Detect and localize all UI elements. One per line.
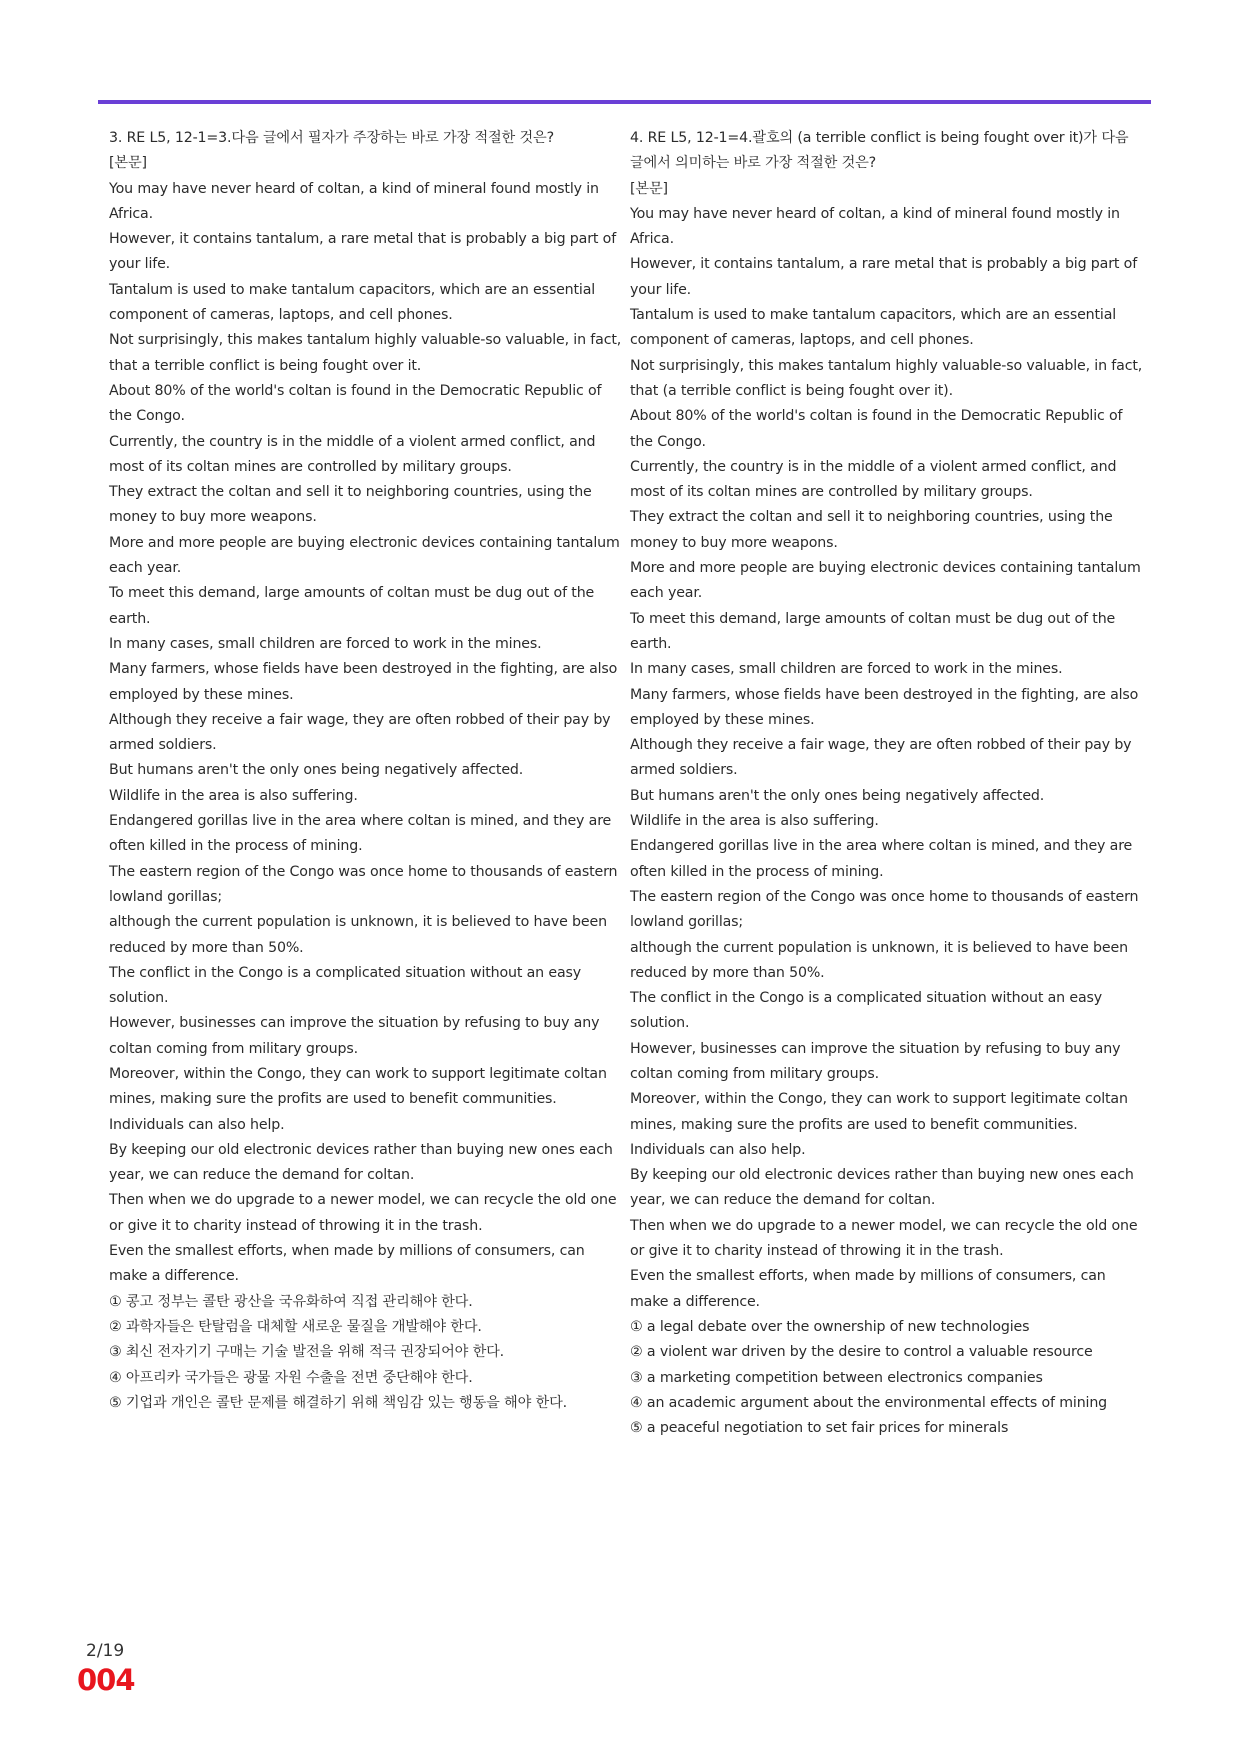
passage-sentence: However, it contains tantalum, a rare metal that is probably a big part of your life. — [109, 231, 617, 273]
passage-sentence: although the current population is unknown, it is believed to have been reduced by more than 50%. — [630, 939, 1128, 981]
answer-choice: ④ an academic argument about the environmental effects of mining — [630, 1394, 1108, 1411]
passage-sentence: Although they receive a fair wage, they are often robbed of their pay by armed soldiers. — [630, 737, 1132, 779]
passage-sentence: Then when we do upgrade to a newer model, we can recycle the old one or give it to charity instead of throwing it in the trash. — [630, 1217, 1138, 1260]
passage-sentence: Moreover, within the Congo, they can work to support legitimate coltan mines, making sure the profits are used to benefit communities. — [109, 1065, 607, 1108]
passage-sentence: Moreover, within the Congo, they can work to support legitimate coltan mines, making sure the profits are used to benefit communities. — [630, 1091, 1128, 1133]
top-rule — [98, 100, 1151, 104]
passage-sentence: They extract the coltan and sell it to neighboring countries, using the money to buy more weapons. — [109, 484, 592, 526]
passage-sentence: Currently, the country is in the middle of a violent armed conflict, and most of its coltan mines are controlled by military groups. — [630, 458, 1117, 501]
passage-sentence: However, businesses can improve the situation by refusing to buy any coltan coming from military groups. — [630, 1040, 1121, 1082]
question-4 — [630, 126, 1143, 1441]
passage-sentence: Endangered gorillas live in the area where coltan is mined, and they are often killed in the process of mining. — [109, 813, 612, 855]
page-code: 004 — [77, 1663, 135, 1697]
question-3-choices — [109, 1290, 622, 1416]
answer-choice: ① a legal debate over the ownership of new technologies — [630, 1318, 1030, 1335]
passage-sentence: Not surprisingly, this makes tantalum highly valuable-so valuable, in fact, that a terrible conflict is being fought over it. — [109, 332, 622, 374]
passage-sentence: Individuals can also help. — [630, 1141, 806, 1158]
passage-sentence: To meet this demand, large amounts of coltan must be dug out of the earth. — [109, 585, 595, 627]
question-3-passage — [109, 177, 622, 1290]
answer-choice: ② 과학자들은 탄탈럼을 대체할 새로운 물질을 개발해야 한다. — [109, 1318, 482, 1335]
passage-sentence: Then when we do upgrade to a newer model, we can recycle the old one or give it to charity instead of throwing it in the trash. — [109, 1192, 617, 1234]
passage-sentence: The conflict in the Congo is a complicated situation without an easy solution. — [109, 964, 581, 1007]
passage-sentence: To meet this demand, large amounts of coltan must be dug out of the earth. — [630, 610, 1116, 652]
passage-sentence: The conflict in the Congo is a complicated situation without an easy solution. — [630, 990, 1102, 1032]
answer-choice: ⑤ a peaceful negotiation to set fair prices for minerals — [630, 1420, 1009, 1437]
passage-sentence: Many farmers, whose fields have been destroyed in the fighting, are also employed by these mines. — [109, 661, 618, 703]
passage-sentence: The eastern region of the Congo was once home to thousands of eastern lowland gorillas; — [630, 888, 1139, 931]
passage-sentence: However, businesses can improve the situation by refusing to buy any coltan coming from military groups. — [109, 1015, 600, 1057]
passage-sentence: Currently, the country is in the middle of a violent armed conflict, and most of its coltan mines are controlled by military groups. — [109, 433, 596, 475]
passage-sentence: However, it contains tantalum, a rare metal that is probably a big part of your life. — [630, 256, 1138, 298]
passage-sentence: Not surprisingly, this makes tantalum highly valuable-so valuable, in fact, that (a terrible conflict is being fought over it). — [630, 357, 1143, 399]
answer-choice: ④ 아프리카 국가들은 광물 자원 수출을 전면 중단해야 한다. — [109, 1369, 473, 1386]
passage-sentence: About 80% of the world's coltan is found in the Democratic Republic of the Congo. — [630, 408, 1123, 450]
passage-sentence: They extract the coltan and sell it to neighboring countries, using the money to buy more weapons. — [630, 509, 1113, 551]
question-4-choices — [630, 1315, 1143, 1441]
question-4-header: 4. RE L5, 12-1=4.괄호의 (a terrible conflict is being fought over it)가 다음 글에서 의미하는 바로 가장 적절한 것은? — [630, 130, 1129, 172]
passage-sentence: You may have never heard of coltan, a kind of mineral found mostly in Africa. — [109, 180, 599, 222]
page-number: 2/19 — [86, 1641, 125, 1661]
passage-sentence: Even the smallest efforts, when made by millions of consumers, can make a difference. — [630, 1268, 1106, 1310]
passage-sentence: Many farmers, whose fields have been destroyed in the fighting, are also employed by these mines. — [630, 686, 1139, 728]
question-3-passage-label: [본문] — [109, 155, 147, 172]
passage-sentence: But humans aren't the only ones being negatively affected. — [109, 762, 524, 779]
passage-sentence: You may have never heard of coltan, a kind of mineral found mostly in Africa. — [630, 205, 1120, 248]
passage-sentence: Even the smallest efforts, when made by millions of consumers, can make a difference. — [109, 1243, 585, 1285]
passage-sentence: Individuals can also help. — [109, 1116, 285, 1133]
answer-choice: ① 콩고 정부는 콜탄 광산을 국유화하여 직접 관리해야 한다. — [109, 1293, 473, 1310]
passage-sentence: More and more people are buying electronic devices containing tantalum each year. — [109, 534, 620, 577]
passage-sentence: By keeping our old electronic devices rather than buying new ones each year, we can reduce the demand for coltan. — [109, 1141, 613, 1184]
passage-sentence: But humans aren't the only ones being negatively affected. — [630, 787, 1045, 804]
answer-choice: ③ a marketing competition between electronics companies — [630, 1369, 1043, 1386]
question-4-passage — [630, 202, 1143, 1315]
passage-sentence: In many cases, small children are forced to work in the mines. — [630, 661, 1063, 678]
answer-choice: ③ 최신 전자기기 구매는 기술 발전을 위해 적극 권장되어야 한다. — [109, 1344, 505, 1361]
answer-choice: ⑤ 기업과 개인은 콜탄 문제를 해결하기 위해 책임감 있는 행동을 해야 한다. — [109, 1394, 567, 1411]
passage-sentence: About 80% of the world's coltan is found in the Democratic Republic of the Congo. — [109, 382, 602, 425]
passage-sentence: The eastern region of the Congo was once home to thousands of eastern lowland gorillas; — [109, 863, 618, 905]
passage-sentence: By keeping our old electronic devices rather than buying new ones each year, we can reduce the demand for coltan. — [630, 1167, 1134, 1209]
passage-sentence: In many cases, small children are forced to work in the mines. — [109, 635, 542, 652]
question-4-passage-label: [본문] — [630, 180, 668, 197]
passage-sentence: Tantalum is used to make tantalum capacitors, which are an essential component of cameras, laptops, and cell phones. — [630, 307, 1117, 349]
passage-sentence: Tantalum is used to make tantalum capacitors, which are an essential component of cameras, laptops, and cell phones. — [109, 281, 596, 324]
answer-choice: ② a violent war driven by the desire to control a valuable resource — [630, 1344, 1093, 1361]
passage-sentence: Wildlife in the area is also suffering. — [109, 787, 358, 804]
passage-sentence: More and more people are buying electronic devices containing tantalum each year. — [630, 560, 1141, 602]
passage-sentence: Although they receive a fair wage, they are often robbed of their pay by armed soldiers. — [109, 711, 611, 754]
question-3 — [109, 126, 622, 1416]
passage-sentence: Wildlife in the area is also suffering. — [630, 813, 879, 830]
passage-sentence: Endangered gorillas live in the area where coltan is mined, and they are often killed in the process of mining. — [630, 838, 1133, 880]
question-3-header: 3. RE L5, 12-1=3.다음 글에서 필자가 주장하는 바로 가장 적절한 것은? — [109, 130, 554, 146]
passage-sentence: although the current population is unknown, it is believed to have been reduced by more than 50%. — [109, 914, 607, 956]
